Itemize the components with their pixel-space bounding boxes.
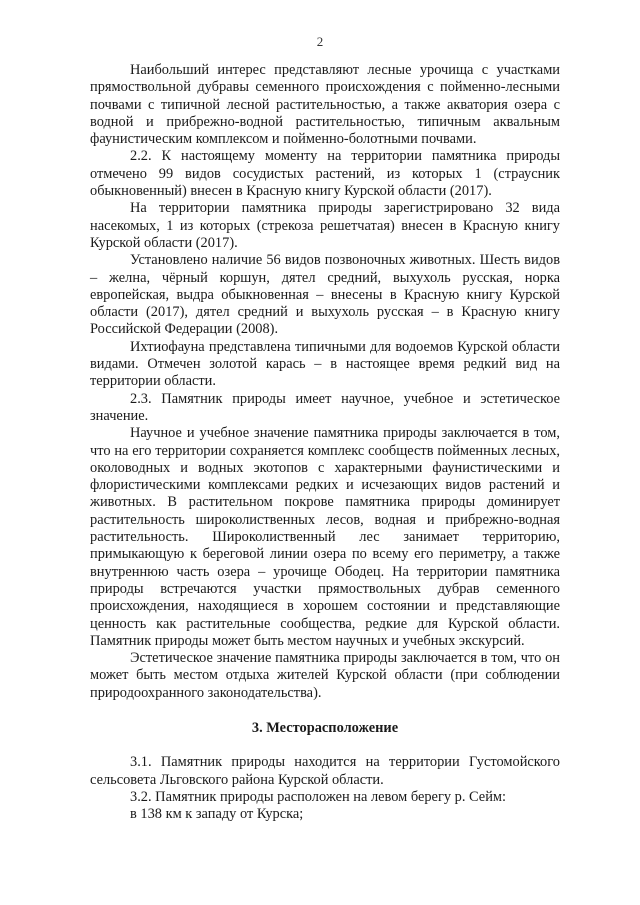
paragraph-3-2: 3.2. Памятник природы расположен на левом берегу р. Сейм: (130, 788, 506, 805)
paragraph-ichthyofauna: Ихтиофауна представлена типичными для водоемов Курской области видами. Отмечен золотой карась – в настоящее время редкий вид на территории области. (90, 338, 560, 390)
paragraph-distance-kursk: в 138 км к западу от Курска; (130, 806, 304, 823)
paragraph-intro: Наибольший интерес представляют лесные урочища с участками прямоствольной дубравы семенного происхождения с пойменно-лесными почвами с типичной лесной растительностью, а также акватория озера с водной и прибрежно-водной растительностью, типичным аквальным фаунистическим комплексом и пойменно-болотными почвами. (90, 62, 560, 148)
paragraph-3-1: 3.1. Памятник природы находится на территории Густомойского сельсовета Льговского района Курской области. (90, 754, 560, 788)
page-number: 2 (316, 34, 324, 49)
paragraph-2-3: 2.3. Памятник природы имеет научное, учебное и эстетическое значение. (90, 390, 560, 424)
paragraph-aesthetic-value: Эстетическое значение памятника природы заключается в том, что он может быть местом отдыха жителей Курской области (при соблюдении природоохранного законодательства). (90, 650, 560, 701)
paragraph-scientific-value: Научное и учебное значение памятника природы заключается в том, что на его территории сохраняется комплекс сообществ пойменных лесных, околоводных и водных экотопов с характерными фаунистическими и флористическими комплексами редких и исчезающих видов растений и животных. В растительном покрове памятника природы доминирует растительность широколиственных лесов, водная и прибрежно-водная растительность. Широколиственный лес занимает территорию, примыкающую к береговой линии озера по всему его периметру, а также внутреннюю часть озера – урочище Ободец. На территории памятника природы встречаются участки прямоствольных дубрав семенного происхождения, находящиеся в хорошем состоянии и представляющие ценность как растительные сообщества, редкие для Курской области. Памятник природы может быть местом научных и учебных экскурсий. (90, 425, 560, 649)
paragraph-vertebrates: Установлено наличие 56 видов позвоночных животных. Шесть видов – желна, чёрный коршун, дятел средний, выхухоль русская, норка европейская, выдра обыкновенная – внесены в Красную книгу Курской области (2017), дятел средний и выхухоль русская – в Красную книгу Российской Федерации (2008). (90, 252, 560, 338)
paragraph-2-2: 2.2. К настоящему моменту на территории памятника природы отмечено 99 видов сосудистых растений, из которых 1 (страусник обыкновенный) внесен в Красную книгу Курской области (2017). (90, 148, 560, 200)
paragraph-insects: На территории памятника природы зарегистрировано 32 вида насекомых, 1 из которых (стрекоза решетчатая) внесен в Красную книгу Курской области (2017). (90, 200, 560, 251)
section-heading-location: 3. Месторасположение (251, 719, 399, 736)
document-body (90, 62, 560, 823)
